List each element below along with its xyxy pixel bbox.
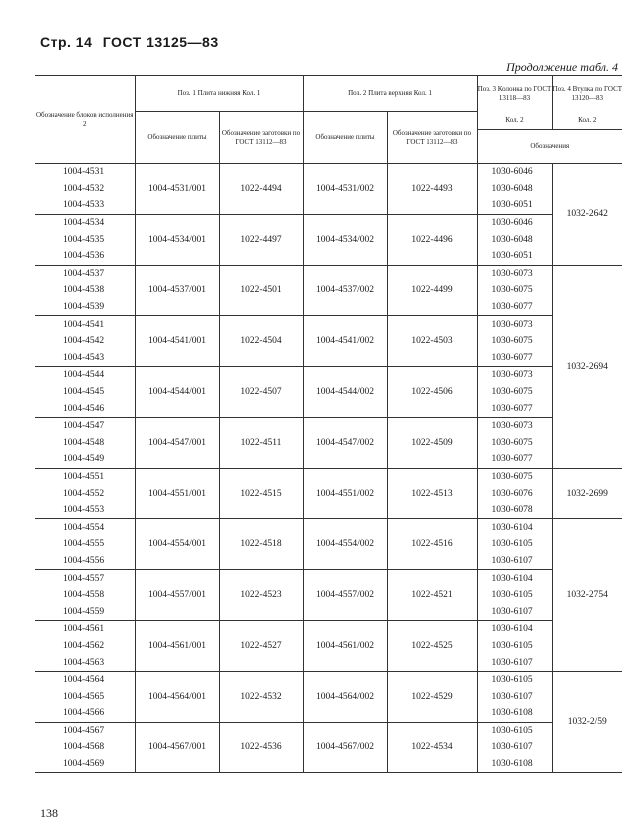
block-designation-cell: 1004-4538 [35, 282, 135, 299]
header-block-designation: Обозначение блоков исполнения 2 [35, 76, 135, 164]
lower-blank-cell: 1022-4532 [219, 671, 303, 722]
table-row [35, 417, 622, 434]
lower-blank-cell: 1022-4527 [219, 621, 303, 672]
block-designation-cell: 1004-4562 [35, 638, 135, 655]
upper-plate-cell: 1004-4547/002 [303, 417, 387, 468]
upper-blank-cell: 1022-4525 [387, 621, 477, 672]
table-row [35, 265, 622, 282]
column-designation-cell: 1030-6077 [477, 400, 552, 417]
header-blank-designation-1: Обозначение заготовки по ГОСТ 13112—83 [219, 112, 303, 164]
lower-blank-cell: 1022-4523 [219, 570, 303, 621]
column-designation-cell: 1030-6107 [477, 739, 552, 756]
column-designation-cell: 1030-6073 [477, 265, 552, 282]
table-row [35, 722, 622, 739]
header-plate-designation-1: Обозначение плиты [135, 112, 219, 164]
table-row [35, 671, 622, 688]
column-designation-cell: 1030-6051 [477, 197, 552, 214]
upper-plate-cell: 1004-4537/002 [303, 265, 387, 316]
lower-blank-cell: 1022-4511 [219, 417, 303, 468]
column-designation-cell: 1030-6107 [477, 688, 552, 705]
lower-plate-cell: 1004-4567/001 [135, 722, 219, 773]
column-designation-cell: 1030-6107 [477, 553, 552, 570]
upper-blank-cell: 1022-4521 [387, 570, 477, 621]
lower-plate-cell: 1004-4544/001 [135, 367, 219, 418]
block-designation-cell: 1004-4553 [35, 502, 135, 519]
column-designation-cell: 1030-6104 [477, 570, 552, 587]
column-designation-cell: 1030-6048 [477, 231, 552, 248]
block-designation-cell: 1004-4535 [35, 231, 135, 248]
block-designation-cell: 1004-4556 [35, 553, 135, 570]
upper-blank-cell: 1022-4513 [387, 468, 477, 519]
block-designation-cell: 1004-4565 [35, 688, 135, 705]
block-designation-cell: 1004-4547 [35, 417, 135, 434]
continuation-label: Продолжение табл. 4 [506, 60, 618, 74]
column-designation-cell: 1030-6073 [477, 417, 552, 434]
page-header [40, 34, 225, 50]
lower-blank-cell: 1022-4518 [219, 519, 303, 570]
block-designation-cell: 1004-4554 [35, 519, 135, 536]
block-designation-cell: 1004-4545 [35, 384, 135, 401]
spec-table [35, 75, 622, 773]
column-designation-cell: 1030-6104 [477, 621, 552, 638]
block-designation-cell: 1004-4567 [35, 722, 135, 739]
standard-number: ГОСТ 13125—83 [102, 34, 219, 50]
table-row [35, 367, 622, 384]
upper-plate-cell: 1004-4531/002 [303, 164, 387, 215]
bushing-designation-cell: 1032-2754 [552, 519, 622, 671]
bushing-designation-cell: 1032-2642 [552, 164, 622, 266]
lower-blank-cell: 1022-4504 [219, 316, 303, 367]
block-designation-cell: 1004-4549 [35, 451, 135, 468]
bushing-designation-cell: 1032-2699 [552, 468, 622, 519]
upper-plate-cell: 1004-4557/002 [303, 570, 387, 621]
header-pos2: Поз. 2 Плита верхняя Кол. 1 [303, 76, 477, 112]
block-designation-cell: 1004-4531 [35, 164, 135, 181]
header-designations: Обозначения [477, 130, 622, 164]
upper-blank-cell: 1022-4496 [387, 214, 477, 265]
page-number: 138 [40, 806, 58, 820]
block-designation-cell: 1004-4534 [35, 214, 135, 231]
table-row [35, 519, 622, 536]
column-designation-cell: 1030-6075 [477, 333, 552, 350]
column-designation-cell: 1030-6075 [477, 282, 552, 299]
lower-blank-cell: 1022-4497 [219, 214, 303, 265]
table-header [35, 76, 622, 164]
column-designation-cell: 1030-6105 [477, 587, 552, 604]
block-designation-cell: 1004-4536 [35, 248, 135, 265]
upper-plate-cell: 1004-4567/002 [303, 722, 387, 773]
upper-plate-cell: 1004-4554/002 [303, 519, 387, 570]
column-designation-cell: 1030-6108 [477, 705, 552, 722]
block-designation-cell: 1004-4542 [35, 333, 135, 350]
header-pos4: Поз. 4 Втулка по ГОСТ 13120—83 [552, 76, 622, 112]
lower-plate-cell: 1004-4537/001 [135, 265, 219, 316]
upper-blank-cell: 1022-4506 [387, 367, 477, 418]
block-designation-cell: 1004-4551 [35, 468, 135, 485]
block-designation-cell: 1004-4568 [35, 739, 135, 756]
upper-plate-cell: 1004-4544/002 [303, 367, 387, 418]
column-designation-cell: 1030-6105 [477, 536, 552, 553]
upper-blank-cell: 1022-4534 [387, 722, 477, 773]
table-row [35, 570, 622, 587]
column-designation-cell: 1030-6073 [477, 367, 552, 384]
upper-plate-cell: 1004-4551/002 [303, 468, 387, 519]
block-designation-cell: 1004-4541 [35, 316, 135, 333]
lower-blank-cell: 1022-4501 [219, 265, 303, 316]
column-designation-cell: 1030-6075 [477, 468, 552, 485]
block-designation-cell: 1004-4564 [35, 671, 135, 688]
block-designation-cell: 1004-4546 [35, 400, 135, 417]
upper-blank-cell: 1022-4499 [387, 265, 477, 316]
lower-blank-cell: 1022-4494 [219, 164, 303, 215]
upper-blank-cell: 1022-4516 [387, 519, 477, 570]
column-designation-cell: 1030-6046 [477, 214, 552, 231]
lower-plate-cell: 1004-4564/001 [135, 671, 219, 722]
column-designation-cell: 1030-6048 [477, 181, 552, 198]
header-pos3: Поз. 3 Колонка по ГОСТ 13118—83 [477, 76, 552, 112]
column-designation-cell: 1030-6105 [477, 671, 552, 688]
table-row [35, 621, 622, 638]
block-designation-cell: 1004-4561 [35, 621, 135, 638]
block-designation-cell: 1004-4559 [35, 603, 135, 620]
table-row [35, 214, 622, 231]
block-designation-cell: 1004-4548 [35, 435, 135, 452]
lower-plate-cell: 1004-4557/001 [135, 570, 219, 621]
lower-plate-cell: 1004-4534/001 [135, 214, 219, 265]
table-body [35, 164, 622, 773]
column-designation-cell: 1030-6073 [477, 316, 552, 333]
header-pos4-qty: Кол. 2 [552, 112, 622, 130]
header-pos3-qty: Кол. 2 [477, 112, 552, 130]
lower-plate-cell: 1004-4561/001 [135, 621, 219, 672]
block-designation-cell: 1004-4569 [35, 756, 135, 773]
upper-blank-cell: 1022-4529 [387, 671, 477, 722]
lower-plate-cell: 1004-4547/001 [135, 417, 219, 468]
table-row [35, 316, 622, 333]
block-designation-cell: 1004-4533 [35, 197, 135, 214]
block-designation-cell: 1004-4566 [35, 705, 135, 722]
lower-plate-cell: 1004-4541/001 [135, 316, 219, 367]
block-designation-cell: 1004-4532 [35, 181, 135, 198]
lower-blank-cell: 1022-4536 [219, 722, 303, 773]
block-designation-cell: 1004-4563 [35, 654, 135, 671]
block-designation-cell: 1004-4552 [35, 485, 135, 502]
bushing-designation-cell: 1032-2694 [552, 265, 622, 468]
header-pos1: Поз. 1 Плита нижняя Кол. 1 [135, 76, 303, 112]
column-designation-cell: 1030-6104 [477, 519, 552, 536]
column-designation-cell: 1030-6046 [477, 164, 552, 181]
table-row [35, 164, 622, 181]
block-designation-cell: 1004-4557 [35, 570, 135, 587]
column-designation-cell: 1030-6075 [477, 435, 552, 452]
block-designation-cell: 1004-4555 [35, 536, 135, 553]
block-designation-cell: 1004-4558 [35, 587, 135, 604]
bushing-designation-cell: 1032-2/59 [552, 671, 622, 773]
page-label: Стр. 14 [40, 34, 93, 50]
column-designation-cell: 1030-6108 [477, 756, 552, 773]
header-plate-designation-2: Обозначение плиты [303, 112, 387, 164]
lower-plate-cell: 1004-4554/001 [135, 519, 219, 570]
block-designation-cell: 1004-4539 [35, 299, 135, 316]
column-designation-cell: 1030-6077 [477, 451, 552, 468]
upper-plate-cell: 1004-4564/002 [303, 671, 387, 722]
lower-blank-cell: 1022-4515 [219, 468, 303, 519]
block-designation-cell: 1004-4544 [35, 367, 135, 384]
upper-blank-cell: 1022-4509 [387, 417, 477, 468]
block-designation-cell: 1004-4543 [35, 350, 135, 367]
column-designation-cell: 1030-6077 [477, 299, 552, 316]
upper-plate-cell: 1004-4541/002 [303, 316, 387, 367]
lower-plate-cell: 1004-4551/001 [135, 468, 219, 519]
upper-blank-cell: 1022-4503 [387, 316, 477, 367]
column-designation-cell: 1030-6105 [477, 722, 552, 739]
column-designation-cell: 1030-6051 [477, 248, 552, 265]
upper-plate-cell: 1004-4561/002 [303, 621, 387, 672]
table-row [35, 468, 622, 485]
column-designation-cell: 1030-6078 [477, 502, 552, 519]
column-designation-cell: 1030-6075 [477, 384, 552, 401]
upper-plate-cell: 1004-4534/002 [303, 214, 387, 265]
lower-blank-cell: 1022-4507 [219, 367, 303, 418]
column-designation-cell: 1030-6107 [477, 603, 552, 620]
block-designation-cell: 1004-4537 [35, 265, 135, 282]
column-designation-cell: 1030-6107 [477, 654, 552, 671]
header-blank-designation-2: Обозначение заготовки по ГОСТ 13112—83 [387, 112, 477, 164]
upper-blank-cell: 1022-4493 [387, 164, 477, 215]
column-designation-cell: 1030-6077 [477, 350, 552, 367]
lower-plate-cell: 1004-4531/001 [135, 164, 219, 215]
column-designation-cell: 1030-6076 [477, 485, 552, 502]
column-designation-cell: 1030-6105 [477, 638, 552, 655]
